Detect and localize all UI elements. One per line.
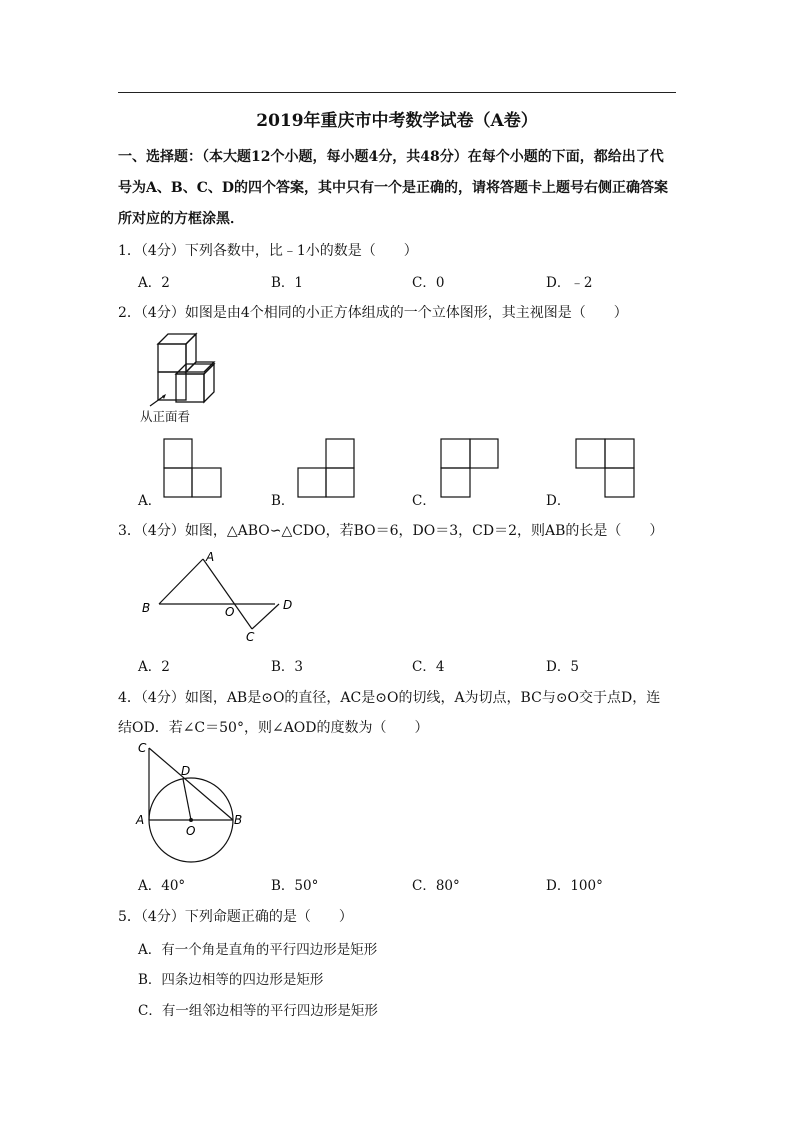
page-title: 2019年重庆市中考数学试卷（A卷） [256, 111, 538, 131]
section-heading-line-1: 一、选择题：（本大题12个小题，每小题4分，共48分）在每个小题的下面，都给出了代 [118, 149, 664, 165]
cube-front-face [158, 372, 186, 400]
question-3-option-a[interactable]: A．2 [138, 659, 170, 675]
section-heading-line-2: 号为A、B、C、D的四个答案，其中只有一个是正确的，请将答题卡上题号右侧正确答案 [118, 180, 668, 196]
header-rule [118, 92, 676, 93]
label-a: A [136, 813, 145, 827]
label-b: B [142, 601, 151, 615]
segment-od [183, 779, 191, 820]
question-2-option-c[interactable]: C． [412, 493, 436, 509]
label-d: D [181, 764, 191, 778]
question-1-stem: 1．（4分）下列各数中，比﹣1小的数是（ ） [118, 243, 418, 259]
question-3-triangle-figure [138, 548, 308, 648]
option-a-view-figure [163, 438, 223, 498]
question-4-stem-line-2: 结OD．若∠C＝50°，则∠AOD的度数为（ ） [118, 720, 429, 736]
question-4-option-c[interactable]: C．80° [412, 878, 460, 894]
question-5-option-c[interactable]: C．有一组邻边相等的平行四边形是矩形 [138, 1003, 378, 1019]
question-3-option-d[interactable]: D．5 [546, 659, 579, 675]
question-1-option-c[interactable]: C．0 [412, 275, 445, 291]
question-4-stem-line-1: 4．（4分）如图，AB是⊙O的直径，AC是⊙O的切线，A为切点，BC与⊙O交于点D，连 [118, 690, 661, 706]
question-1-option-d[interactable]: D．﹣2 [546, 275, 593, 291]
question-2-option-a[interactable]: A． [138, 493, 162, 509]
view-direction-label: 从正面看 [140, 409, 191, 424]
question-2-stem: 2．（4分）如图是由4个相同的小正方体组成的一个立体图形，其主视图是（ ） [118, 305, 628, 321]
front-cube-front-face [176, 374, 204, 402]
option-d-view-figure [575, 438, 635, 498]
question-4-circle-figure [136, 740, 256, 865]
question-5-option-a[interactable]: A．有一个角是直角的平行四边形是矩形 [138, 942, 378, 958]
option-b-view-figure [297, 438, 357, 498]
question-4-option-a[interactable]: A．40° [138, 878, 186, 894]
question-4-option-b[interactable]: B．50° [271, 878, 319, 894]
center-point [189, 818, 193, 822]
question-3-stem: 3．（4分）如图，△ABO∽△CDO，若BO＝6，DO＝3，CD＝2，则AB的长是（ ） [118, 523, 664, 539]
question-5-option-b[interactable]: B．四条边相等的四边形是矩形 [138, 972, 324, 988]
question-4-option-d[interactable]: D．100° [546, 878, 603, 894]
question-3-option-c[interactable]: C．4 [412, 659, 445, 675]
label-o: O [225, 605, 235, 619]
question-3-option-b[interactable]: B．3 [271, 659, 304, 675]
label-c: C [246, 630, 255, 644]
question-5-stem: 5．（4分）下列命题正确的是（ ） [118, 909, 353, 925]
label-a: A [206, 550, 215, 564]
question-1-option-a[interactable]: A．2 [138, 275, 170, 291]
option-c-view-figure [440, 438, 500, 498]
question-2-option-d[interactable]: D． [546, 493, 571, 509]
question-2-option-b[interactable]: B． [271, 493, 295, 509]
label-b: B [234, 813, 243, 827]
label-c: C [138, 741, 147, 755]
label-o: O [186, 824, 196, 838]
question-1-option-b[interactable]: B．1 [271, 275, 304, 291]
segment-bc [149, 748, 233, 820]
label-d: D [283, 598, 293, 612]
section-heading-line-3: 所对应的方框涂黑． [118, 211, 244, 227]
